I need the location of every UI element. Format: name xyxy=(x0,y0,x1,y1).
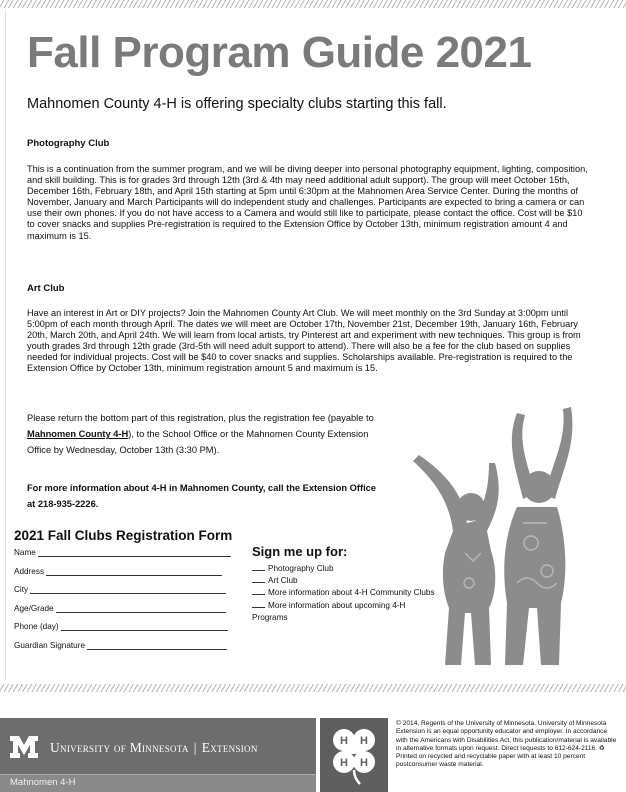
name-field-label: Name xyxy=(14,548,36,557)
return-instructions-after: ), to the School Office or the Mahnomen County Extension Office by Wednesday, October 13th (3:30 PM). xyxy=(27,429,369,456)
age-grade-field-line[interactable] xyxy=(56,604,226,613)
extension-label: Extension xyxy=(201,740,258,755)
return-instructions xyxy=(27,410,377,459)
signup-option-label: Art Club xyxy=(268,576,298,586)
photography-club-description: This is a continuation from the summer program, and we will be diving deeper into personal photography equipment, lighting, composition, and skill building. This is for grades 3rd through 12th (3rd & 4th may need additional adult support). The group will meet October 15th, December 16th, February 18th, and April 15th starting at 5pm until 6:30pm at the Mahnomen Area Service Center. During the months of November, January and March Participants will do independent study and challenges. Participants are expected to bring a camera or can use their own phones. If you do not have access to a Camera and would still like to participate, please contact the office. Cost will be $10 to cover snacks and supplies Pre-registration is required to the Extension Office by October 13th, minimum registration amount 4 and maximum is 15. xyxy=(27,164,588,241)
checkbox-blank[interactable] xyxy=(252,600,265,608)
name-field-line[interactable] xyxy=(38,548,231,557)
signup-options xyxy=(252,563,437,624)
phone-field-label: Phone (day) xyxy=(14,622,59,631)
photography-club-heading: Photography Club xyxy=(27,138,110,149)
address-field[interactable] xyxy=(14,567,222,576)
guardian-signature-field-label: Guardian Signature xyxy=(14,641,86,650)
top-hatched-border xyxy=(0,0,626,8)
four-h-clover-icon xyxy=(326,724,382,786)
contact-info: For more information about 4-H in Mahnomen County, call the Extension Office at 218-935-2226. xyxy=(27,483,377,509)
city-field-line[interactable] xyxy=(30,585,226,594)
four-h-logo xyxy=(320,718,388,792)
signup-option-label: More information about upcoming 4-H Programs xyxy=(252,600,406,622)
registration-form-title: 2021 Fall Clubs Registration Form xyxy=(14,528,233,543)
phone-field[interactable] xyxy=(14,622,228,631)
age-grade-field-label: Age/Grade xyxy=(14,604,54,613)
guardian-signature-field[interactable] xyxy=(14,641,227,650)
name-field[interactable] xyxy=(14,548,231,557)
signup-option-art[interactable] xyxy=(252,575,437,587)
checkbox-blank[interactable] xyxy=(252,575,265,583)
children-silhouette-illustration xyxy=(405,403,595,668)
phone-field-line[interactable] xyxy=(61,622,228,631)
payee-name: Mahnomen County 4-H xyxy=(27,429,129,440)
city-field-label: City xyxy=(14,585,29,594)
age-grade-field[interactable] xyxy=(14,604,226,613)
signup-option-label: Photography Club xyxy=(268,564,334,573)
office-name: Mahnomen 4-H xyxy=(10,777,76,788)
svg-text:H: H xyxy=(340,757,348,769)
university-m-logo-icon xyxy=(10,736,38,758)
art-club-heading: Art Club xyxy=(27,283,65,294)
legal-notice: © 2014, Regents of the University of Minnesota. University of Minnesota Extension is an equal opportunity educator and employer. In accordance with the Americans with Disabilities Act, this publication/material is available in alternative formats upon request. Direct requests to 612-624-2116. ♻ Printed on recycled and recyclable paper with at least 10 percent postconsumer waste material. xyxy=(396,720,617,769)
office-band xyxy=(0,774,316,792)
signup-option-community-clubs[interactable] xyxy=(252,587,437,599)
guardian-signature-field-line[interactable] xyxy=(87,641,227,650)
address-field-label: Address xyxy=(14,567,45,576)
art-club-description: Have an interest in Art or DIY projects? Join the Mahnomen County Art Club. We will meet monthly on the 3rd Sunday at 3:00pm until 5:00pm of each month through April. The dates we will meet are October 17th, November 21st, December 19th, January 16th, February 20th, March 20th, and April 24th. We will learn from local artists, try Pinterest art and experiment with new techniques. This group is from youth grades 3rd through 12th grade (3rd-5th will need adult support to attend). There will also be a fee for the club based on supplies needed for individual projects. Cost will be $40 to cover snacks and supplies. Scholarships available. Pre-registration is required to the Extension Office by October 13th, minimum registration amount 5 and maximum is 15. xyxy=(27,308,581,374)
university-footer xyxy=(0,718,316,792)
bottom-hatched-border xyxy=(0,684,626,692)
page-subtitle: Mahnomen County 4-H is offering specialty clubs starting this fall. xyxy=(27,96,447,112)
svg-text:H: H xyxy=(360,735,368,747)
return-instructions-before: Please return the bottom part of this registration, plus the registration fee (payable to xyxy=(27,413,374,423)
address-field-line[interactable] xyxy=(46,567,222,576)
page-title: Fall Program Guide 2021 xyxy=(27,28,532,77)
city-field[interactable] xyxy=(14,585,226,594)
wordmark-separator: | xyxy=(193,740,197,755)
checkbox-blank[interactable] xyxy=(252,563,265,571)
signup-option-label: More information about 4-H Community Clubs xyxy=(268,588,435,598)
svg-text:H: H xyxy=(360,757,368,769)
signup-option-programs[interactable] xyxy=(252,600,437,624)
svg-text:H: H xyxy=(340,735,348,747)
university-wordmark xyxy=(50,740,258,756)
university-band xyxy=(0,718,316,774)
checkbox-blank[interactable] xyxy=(252,587,265,595)
signup-option-photography[interactable] xyxy=(252,563,437,575)
signup-title: Sign me up for: xyxy=(252,544,348,559)
university-name: University of Minnesota xyxy=(50,740,189,755)
